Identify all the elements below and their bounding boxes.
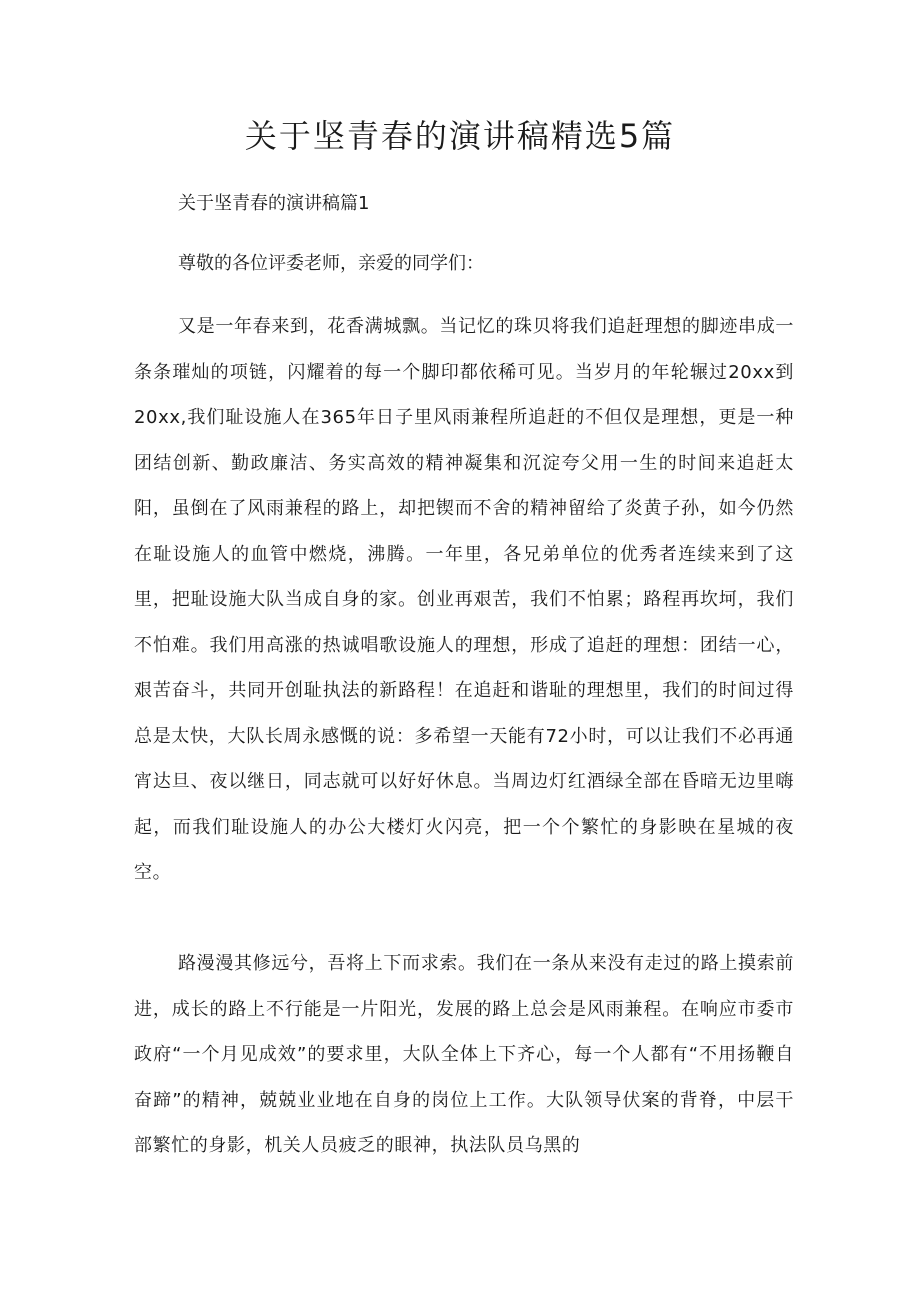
salutation: 尊敬的各位评委老师，亲爱的同学们： [178,253,484,274]
section-heading: 关于坚青春的演讲稿篇1 [178,193,370,214]
body-paragraph: 又是一年春来到，花香满城飘。当记忆的珠贝将我们追赶理想的脚迹串成一条条璀灿的项链，闪耀着的每一个脚印都依稀可见。当岁月的年轮辗过20xx到20xx,我们耻设施人在365年日子里风雨兼程所追赶的不但仅是理想，更是一种团结创新、勤政廉洁、务实高效的精神凝集和沉淀夸父用一生的时间来追赶太阳，虽倒在了风雨兼程的路上，却把锲而不舍的精神留给了炎黄子孙，如今仍然在耻设施人的血管中燃烧，沸腾。一年里，各兄弟单位的优秀者连续来到了这里，把耻设施大队当成自身的家。创业再艰苦，我们不怕累；路程再坎坷，我们不怕难。我们用高涨的热诚唱歌设施人的理想，形成了追赶的理想：团结一心，艰苦奋斗，共同开创耻执法的新路程！在追赶和谐耻的理想里，我们的时间过得总是太快，大队长周永感慨的说：多希望一天能有72小时，可以让我们不必再通宵达旦、夜以继日，同志就可以好好休息。当周边灯红酒绿全部在昏暗无边里嗨起，而我们耻设施人的办公大楼灯火闪亮，把一个个繁忙的身影映在星城的夜空。 [134,316,794,883]
body-paragraph: 路漫漫其修远兮，吾将上下而求索。我们在一条从来没有走过的路上摸索前进，成长的路上不行能是一片阳光，发展的路上总会是风雨兼程。在响应市委市政府“一个月见成效”的要求里，大队全体上下齐心，每一个人都有“不用扬鞭自奋蹄”的精神，兢兢业业地在自身的岗位上工作。大队领导伏案的背脊，中层干部繁忙的身影，机关人员疲乏的眼神，执法队员乌黑的 [134,953,794,1156]
document-title: 关于坚青春的演讲稿精选5篇 [244,117,676,155]
